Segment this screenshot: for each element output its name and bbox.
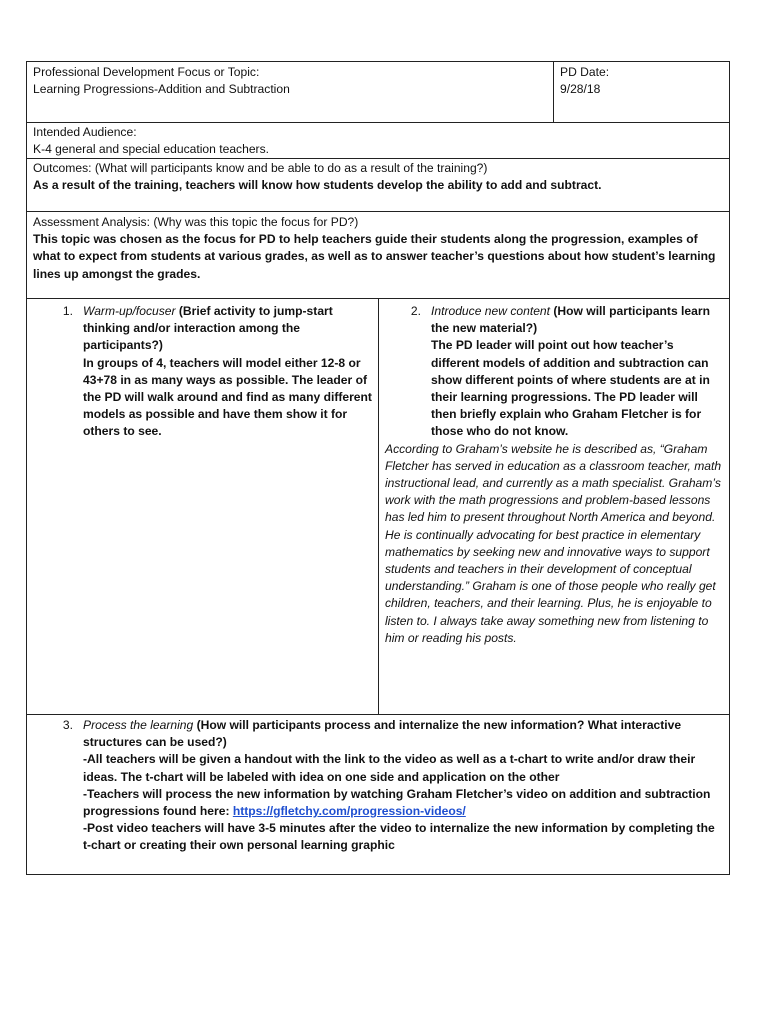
step1-prompt: (Brief activity to jump-start thinking and/or interaction among the participants?) bbox=[83, 304, 333, 353]
outcomes-value: As a result of the training, teachers will know how students develop the ability to add and subtract. bbox=[33, 178, 602, 193]
step1-title: Warm-up/focuser bbox=[83, 304, 176, 318]
step1-cell bbox=[27, 299, 379, 714]
step2-number: 2. bbox=[410, 304, 421, 318]
outcomes-prompt: (What will participants know and be able to do as a result of the training?) bbox=[91, 161, 488, 175]
step3-cell bbox=[27, 715, 729, 857]
assessment-heading bbox=[33, 214, 723, 231]
step3-item bbox=[33, 717, 723, 855]
step2-quote-part1: According to Graham’s website he is described as, “Graham Fletcher has served in education as a classroom teacher, math instructional lead, and currently as a math specialist. Graham’s work with the math progressions and problem-based lessons has led him to present throughout North America and beyond. bbox=[385, 441, 722, 525]
step3-row bbox=[26, 715, 730, 875]
step2-prompt: (How will participants learn the new material?) bbox=[431, 304, 710, 336]
step3-title: Process the learning bbox=[83, 718, 194, 732]
step3-number: 3. bbox=[62, 718, 73, 732]
outcomes-cell bbox=[27, 159, 729, 196]
step2-body: The PD leader will point out how teacher’s different models of addition and subtraction can show different points of where students are at in their learning progressions. The PD leader will then briefly explain who Graham Fletcher is for those who do not know. bbox=[431, 338, 710, 439]
step2-quote-part2: He is continually advocating for best practice in elementary mathematics by seeking new and innovative ways to support students and teachers in their development of conceptual understanding.” Graham is one of those people who really get children, teachers, and their learning. Plus, he is enjoyable to listen to. I always take away something new from listening to him or reading his posts. bbox=[385, 527, 716, 645]
topic-row bbox=[26, 61, 730, 123]
step3-line2-text: -Teachers will process the new information by watching Graham Fletcher’s video on addition and subtraction progressions found here: bbox=[83, 786, 711, 819]
outcomes-label: Outcomes: bbox=[33, 161, 92, 175]
step2-cell bbox=[379, 299, 729, 714]
progression-videos-link[interactable]: https://gfletchy.com/progression-videos/ bbox=[232, 804, 466, 819]
audience-row bbox=[26, 123, 730, 159]
step3-line2 bbox=[83, 786, 723, 820]
audience-cell bbox=[27, 123, 729, 160]
pd-plan-document bbox=[26, 61, 730, 875]
topic-value: Learning Progressions-Addition and Subtraction bbox=[33, 82, 290, 97]
step3-prompt: (How will participants process and internalize the new information? What interactive structures can be used?) bbox=[83, 718, 682, 750]
step3-line3: -Post video teachers will have 3-5 minutes after the video to internalize the new information by completing the t-chart or creating their own personal learning graphic bbox=[83, 821, 715, 853]
topic-label: Professional Development Focus or Topic: bbox=[33, 65, 260, 79]
audience-label: Intended Audience: bbox=[33, 125, 137, 139]
topic-cell bbox=[27, 62, 554, 122]
steps-row bbox=[26, 299, 730, 715]
step2-item bbox=[385, 303, 723, 441]
step2-title: Introduce new content bbox=[431, 304, 551, 318]
date-cell bbox=[554, 62, 729, 122]
step1-body: In groups of 4, teachers will model either 12-8 or 43+78 in as many ways as possible. The leader of the PD will walk around and find as many different models as possible and have them show it for others to see. bbox=[83, 355, 372, 439]
assessment-value: This topic was chosen as the focus for PD to help teachers guide their students along the progression, examples of what to expect from students at various grades, as well as to answer teacher’s questions about how student’s learning lines up amongst the grades. bbox=[33, 232, 716, 281]
date-value: 9/28/18 bbox=[560, 82, 601, 97]
outcomes-heading bbox=[33, 160, 723, 177]
step2-heading bbox=[431, 303, 723, 337]
outcomes-row bbox=[26, 159, 730, 212]
step3-heading bbox=[83, 717, 723, 751]
assessment-cell bbox=[27, 212, 729, 285]
assessment-prompt: (Why was this topic the focus for PD?) bbox=[149, 215, 359, 229]
step1-number: 1. bbox=[62, 304, 73, 318]
step1-item bbox=[33, 303, 372, 441]
step3-line1: -All teachers will be given a handout with the link to the video as well as a t-chart to write and/or draw their ideas. The t-chart will be labeled with idea on one side and application on the other bbox=[83, 752, 696, 784]
date-label: PD Date: bbox=[560, 65, 610, 79]
step1-heading bbox=[83, 303, 372, 355]
assessment-label: Assessment Analysis: bbox=[33, 215, 150, 229]
assessment-row bbox=[26, 212, 730, 299]
audience-value: K-4 general and special education teachers. bbox=[33, 142, 269, 157]
